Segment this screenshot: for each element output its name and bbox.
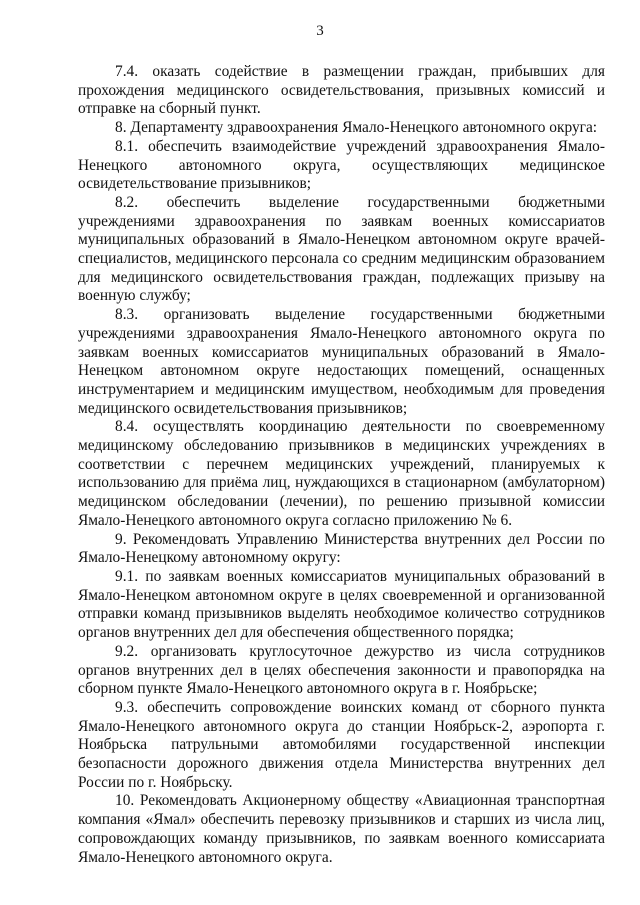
paragraph-10: 10. Рекомендовать Акционерному обществу «Авиационная транспортная компания «Ямал» обеспечить перевозку призывников и старших из числа лиц, сопровождающих команду призывников, по заявкам военного комиссариата Ямало-Ненецкого автономного округа. [78, 792, 605, 866]
paragraph-9-2: 9.2. организовать круглосуточное дежурство из числа сотрудников органов внутренних дел в целях обеспечения законности и правопорядка на сборном пункте Ямало-Ненецкого автономного округа в г. Ноябрьске; [78, 642, 605, 698]
paragraph-9-1: 9.1. по заявкам военных комиссариатов муниципальных образований в Ямало-Ненецком автономном округе в целях своевременной и организованной отправки команд призывников выделять необходимое количество сотрудников органов внутренних дел для обеспечения общественного порядка; [78, 567, 605, 642]
paragraph-9-3: 9.3. обеспечить сопровождение воинских команд от сборного пункта Ямало-Ненецкого автономного округа до станции Ноябрьск-2, аэропорта г. Ноябрьска патрульными автомобилями государственной инспекции безопасности дорожного движения отдела Министерства внутренних дел России по г. Ноябрьску. [78, 698, 605, 791]
paragraph-8-1: 8.1. обеспечить взаимодействие учреждений здравоохранения Ямало-Ненецкого автономного округа, осуществляющих медицинское освидетельствование призывников; [78, 137, 605, 193]
paragraph-9: 9. Рекомендовать Управлению Министерства внутренних дел России по Ямало-Ненецкому автономному округу: [78, 530, 605, 567]
paragraph-8-2: 8.2. обеспечить выделение государственными бюджетными учреждениями здравоохранения по заявкам военных комиссариатов муниципальных образований в Ямало-Ненецком автономном округе врачей-специалистов, медицинского персонала со средним медицинским образованием для медицинского освидетельствования граждан, подлежащих призыву на военную службу; [78, 193, 605, 305]
paragraph-8-3: 8.3. организовать выделение государственными бюджетными учреждениями здравоохранения Ямало-Ненецкого автономного округа по заявкам военных комиссариатов муниципальных образований в Ямало-Ненецком автономном округе недостающих помещений, оснащенных инструментарием и медицинским имуществом, необходимым для проведения медицинского освидетельствования призывников; [78, 306, 605, 417]
paragraph-8: 8. Департаменту здравоохранения Ямало-Ненецкого автономного округа: [115, 119, 598, 137]
page-number: 3 [316, 23, 324, 39]
paragraph-7-4: 7.4. оказать содействие в размещении граждан, прибывших для прохождения медицинского освидетельствования, призывных комиссий и отправке на сборный пункт. [78, 63, 605, 118]
document-body [78, 63, 605, 867]
paragraph-8-4: 8.4. осуществлять координацию деятельности по своевременному медицинскому обследованию призывников в медицинских учреждениях в соответствии с перечнем медицинских учреждений, планируемых к использованию для приёма лиц, нуждающихся в стационарном (амбулаторном) медицинском обследовании (лечении), по решению призывной комиссии Ямало-Ненецкого автономного округа согласно приложению № 6. [78, 418, 605, 529]
